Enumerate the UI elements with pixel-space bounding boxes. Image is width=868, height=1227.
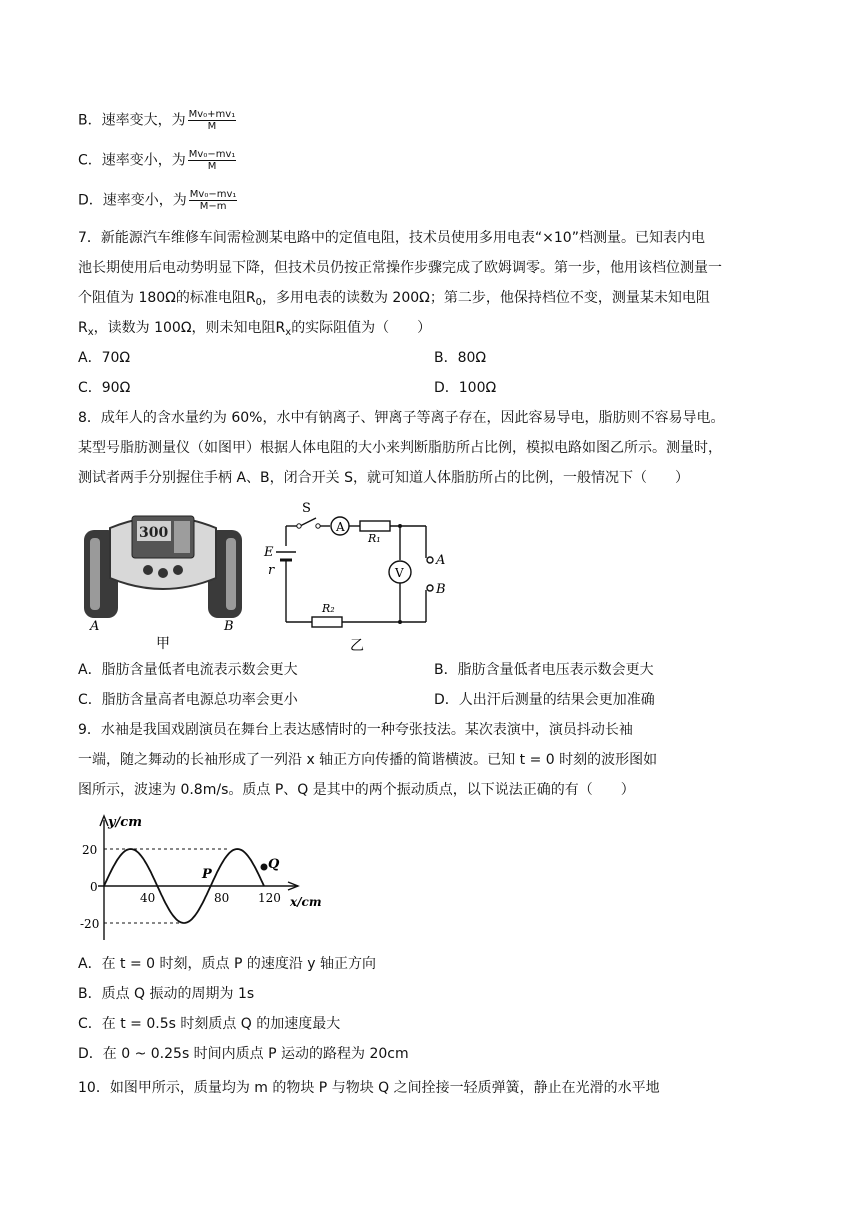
switch-label: S bbox=[302, 501, 311, 516]
handle-label-b: B bbox=[224, 619, 234, 634]
device-button bbox=[158, 568, 168, 578]
q7-option-c: C．90Ω bbox=[78, 380, 131, 396]
q8-stem-line-3: 测试者两手分别握住手柄 A、B，闭合开关 S，就可知道人体脂肪所占的比例，一般情况下（ ） bbox=[78, 470, 689, 486]
terminal-a bbox=[427, 557, 433, 563]
q9-option-d: D．在 0 ~ 0.25s 时间内质点 P 运动的路程为 20cm bbox=[78, 1046, 409, 1062]
voltmeter-label: V bbox=[395, 566, 404, 580]
switch-lever bbox=[300, 518, 316, 526]
q9-stem-line-2: 一端，随之舞动的长袖形成了一列沿 x 轴正方向传播的简谐横波。已知 t = 0 时刻的波形图如 bbox=[78, 752, 658, 768]
circuit-diagram-figure bbox=[262, 496, 462, 656]
q8-option-b: B．脂肪含量低者电压表示数会更大 bbox=[434, 662, 654, 678]
q7-stem-line-4: $R_x$，读数为 100Ω，则未知电阻$R_x$的实际阻值为（ ） bbox=[78, 320, 432, 338]
y-tick-minus-20: -20 bbox=[80, 917, 100, 931]
q6-option-d: D．速率变小，为 $\frac{\text{Mv₀−mv₁}}{M-m}$ bbox=[78, 189, 237, 212]
q6-option-b: B．速率变大，为 $\frac{\text{Mv₀+mv₁}}{M}$ bbox=[78, 109, 236, 132]
display-reading: 300 bbox=[139, 525, 169, 541]
q9-option-c: C．在 t = 0.5s 时刻质点 Q 的加速度最大 bbox=[78, 1016, 341, 1032]
switch-contact bbox=[297, 524, 301, 528]
x-axis-label: x/cm bbox=[290, 895, 322, 909]
q7-stem-line-3: 个阻值为 180Ω的标准电阻$R_0$，多用电表的读数为 200Ω；第二步，他保持档位不变，测量某未知电阻 bbox=[78, 290, 710, 308]
resistor-r1 bbox=[360, 521, 390, 531]
terminal-b-label: B bbox=[436, 582, 446, 597]
fraction: $\frac{\text{Mv₀+mv₁}}{M}$ bbox=[188, 109, 236, 132]
q7-option-b: B．80Ω bbox=[434, 350, 487, 366]
q9-stem-line-3: 图所示，波速为 0.8m/s。质点 P、Q 是其中的两个振动质点，以下说法正确的有（ ） bbox=[78, 782, 635, 798]
q6-option-c: C．速率变小，为 $\frac{\text{Mv₀−mv₁}}{M}$ bbox=[78, 149, 236, 172]
r2-label: R₂ bbox=[322, 602, 335, 615]
wave-graph-figure bbox=[78, 812, 328, 944]
resistor-r2 bbox=[312, 617, 342, 627]
q8-option-d: D．人出汗后测量的结果会更加准确 bbox=[434, 692, 655, 708]
fat-meter-device-figure bbox=[80, 508, 250, 653]
y-tick-0: 0 bbox=[90, 880, 98, 894]
device-button bbox=[173, 565, 183, 575]
junction-dot bbox=[398, 620, 402, 624]
q9-option-b: B．质点 Q 振动的周期为 1s bbox=[78, 986, 255, 1002]
device-button bbox=[143, 565, 153, 575]
q8-option-c: C．脂肪含量高者电源总功率会更小 bbox=[78, 692, 298, 708]
terminal-b bbox=[427, 585, 433, 591]
emf-label: E bbox=[264, 545, 274, 560]
y-axis-label: y/cm bbox=[108, 815, 142, 830]
point-q-label: Q bbox=[268, 857, 280, 872]
junction-dot bbox=[398, 524, 402, 528]
internal-resistance-label: r bbox=[268, 563, 275, 578]
q7-stem-line-2: 池长期使用后电动势明显下降，但技术员仍按正常操作步骤完成了欧姆调零。第一步，他用该档位测量一 bbox=[78, 260, 722, 276]
q7-stem-line-1: 7．新能源汽车维修车间需检测某电路中的定值电阻，技术员使用多用电表“×10”档测量。已知表内电 bbox=[78, 230, 705, 246]
fraction: $\frac{\text{Mv₀−mv₁}}{M}$ bbox=[188, 149, 236, 172]
q7-option-a: A．70Ω bbox=[78, 350, 131, 366]
q10-stem-line-1: 10．如图甲所示，质量均为 m 的物块 P 与物块 Q 之间拴接一轻质弹簧，静止在光滑的水平地 bbox=[78, 1080, 660, 1096]
q9-stem-line-1: 9．水袖是我国戏剧演员在舞台上表达感情时的一种夸张技法。某次表演中，演员抖动长袖 bbox=[78, 722, 633, 738]
terminal-a-label: A bbox=[436, 553, 446, 568]
display-side-bar bbox=[174, 521, 190, 553]
point-p-label: P bbox=[202, 867, 212, 882]
figure-caption-jia: 甲 bbox=[156, 636, 170, 652]
fraction: $\frac{\text{Mv₀−mv₁}}{M-m}$ bbox=[189, 189, 237, 212]
y-tick-20: 20 bbox=[82, 843, 98, 857]
ammeter-label: A bbox=[336, 520, 345, 534]
switch-contact bbox=[316, 524, 320, 528]
q7-option-d: D．100Ω bbox=[434, 380, 497, 396]
handle-label-a: A bbox=[90, 619, 100, 634]
x-tick-120: 120 bbox=[258, 891, 281, 905]
r1-label: R₁ bbox=[368, 532, 381, 545]
q8-stem-line-1: 8．成年人的含水量约为 60%，水中有钠离子、钾离子等离子存在，因此容易导电，脂肪则不容易导电。 bbox=[78, 410, 725, 426]
x-tick-40: 40 bbox=[140, 891, 156, 905]
right-handle-grip bbox=[226, 538, 236, 610]
left-handle-grip bbox=[90, 538, 100, 610]
q8-stem-line-2: 某型号脂肪测量仪（如图甲）根据人体电阻的大小来判断脂肪所占比例，模拟电路如图乙所示。测量时， bbox=[78, 440, 722, 456]
x-tick-80: 80 bbox=[214, 891, 230, 905]
q8-option-a: A．脂肪含量低者电流表示数会更大 bbox=[78, 662, 298, 678]
q9-option-a: A．在 t = 0 时刻，质点 P 的速度沿 y 轴正方向 bbox=[78, 956, 377, 972]
figure-caption-yi: 乙 bbox=[350, 638, 364, 654]
point-q-marker bbox=[261, 864, 268, 871]
